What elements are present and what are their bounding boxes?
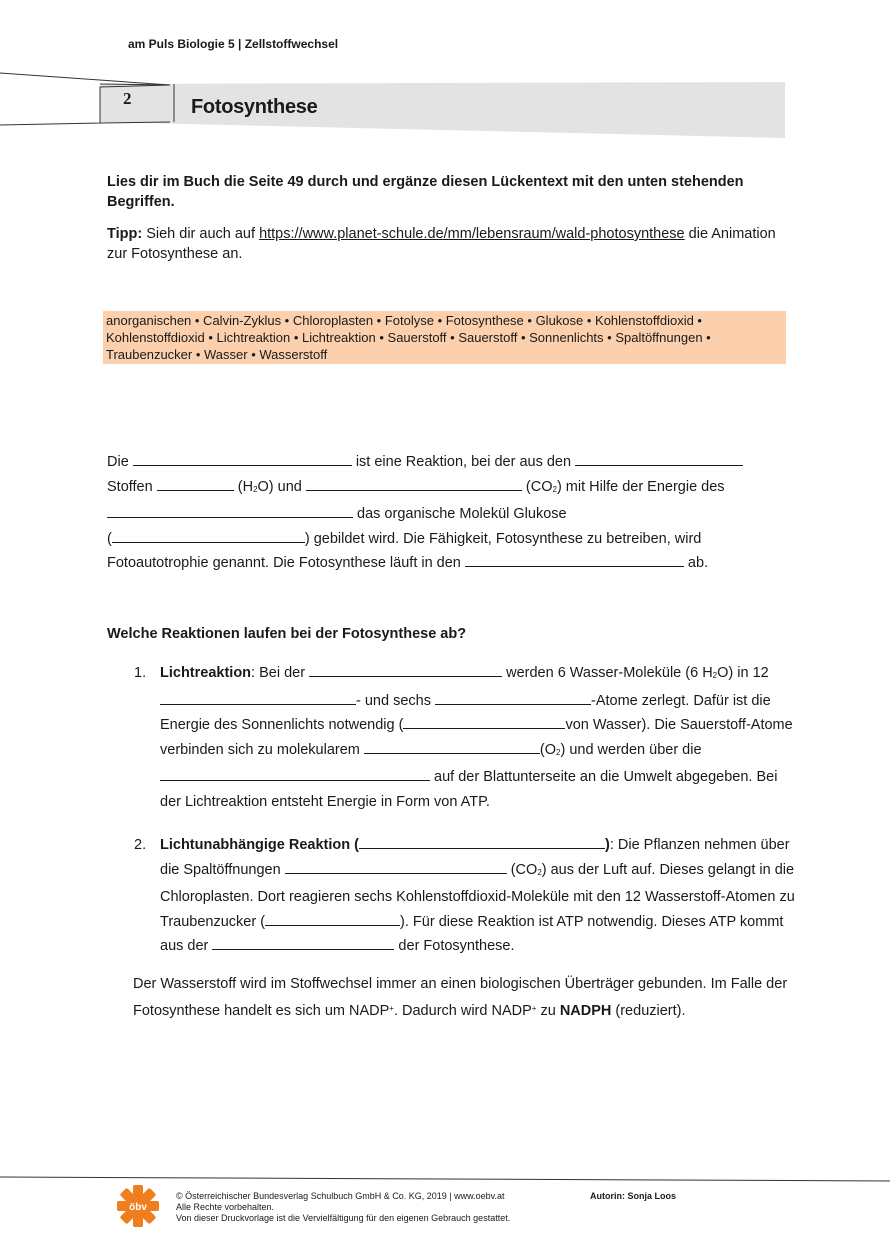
footer-copyright: © Österreichischer Bundesverlag Schulbuch GmbH & Co. KG, 2019 | www.oebv.at Alle Rechte vorbehalten. Von dieser Druckvorlage ist die Vervielfältigung für den eigenen Gebrauch gestattet. xyxy=(176,1191,511,1223)
footer-author: Autorin: Sonja Loos xyxy=(590,1191,676,1201)
oebv-logo xyxy=(117,1185,159,1227)
word-bank: anorganischen • Calvin-Zyklus • Chloroplasten • Fotolyse • Fotosynthese • Glukose • Kohlenstoffdioxid • Kohlenstoffdioxid • Lichtreaktion • Lichtreaktion • Sauerstoff • Sauerstoff • Sonnenlichts • Spaltöffnungen • Traubenzucker • Wasser • Wasserstoff xyxy=(103,311,786,364)
item-number: 1. xyxy=(134,665,147,681)
answer-blank[interactable] xyxy=(435,690,591,705)
answer-blank[interactable] xyxy=(575,451,743,466)
answer-blank[interactable] xyxy=(107,503,353,518)
tipp-paragraph xyxy=(107,224,787,264)
answer-blank[interactable] xyxy=(359,834,605,849)
tipp-text: Sieh dir auch auf xyxy=(142,226,260,242)
chapter-number: 2 xyxy=(123,89,132,108)
list-item-lichtreaktion: 1. Lichtreaktion: Bei der werden 6 Wasser-Moleküle (6 $H_2O$) in 12 - und sechs -Atome zerlegt. Dafür ist die Energie des Sonnenlichts notwendig ( von Wasser). Die Sauerstoff-Atome verbinden sich zu molekularem $(O_2)$ und werden über die auf der Blattunterseite an die Umwelt abgegeben. Bei der Lichtreaktion entsteht Energie in Form von ATP. xyxy=(160,661,800,815)
intro-instruction: Lies dir im Buch die Seite 49 durch und ergänze diesen Lückentext mit den unten stehenden Begriffen. xyxy=(107,174,744,210)
series-title: am Puls Biologie 5 | Zellstoffwechsel xyxy=(128,37,339,51)
answer-blank[interactable] xyxy=(212,935,394,950)
item-number: 2. xyxy=(134,837,147,853)
answer-blank[interactable] xyxy=(364,739,540,754)
answer-blank[interactable] xyxy=(160,766,430,781)
closing-paragraph: Der Wasserstoff wird im Stoffwechsel immer an einen biologischen Überträger gebunden. Im Falle der Fotosynthese handelt es sich um NADP+. Dadurch wird NADP+ zu NADPH (reduziert). xyxy=(133,976,788,1019)
title-band xyxy=(0,70,890,140)
answer-blank[interactable] xyxy=(403,714,565,729)
tipp-text-end: die Animation zur Fotosynthese an. xyxy=(107,226,776,262)
answer-blank[interactable] xyxy=(265,911,400,926)
answer-blank[interactable] xyxy=(157,476,234,491)
planet-schule-link[interactable]: https://www.planet-schule.de/mm/lebensraum/wald-photosynthese xyxy=(259,226,685,242)
page-title: Fotosynthese xyxy=(191,96,318,118)
question-heading: Welche Reaktionen laufen bei der Fotosynthese ab? xyxy=(107,626,467,642)
oebv-logo-mark xyxy=(117,1185,159,1227)
cloze-paragraph: Die ist eine Reaktion, bei der aus den Stoffen $(H_2O)$ und $(CO_2)$ mit Hilfe der Energie des das organische Molekül Glukose ( ) gebildet wird. Die Fähigkeit, Fotosynthese zu betreiben, wird Fotoautotrophie genannt. Die Fotosynthese läuft in den ab. xyxy=(107,450,797,576)
answer-blank[interactable] xyxy=(112,528,305,543)
answer-blank[interactable] xyxy=(465,552,684,567)
logo-text: öbv xyxy=(129,1202,147,1213)
answer-blank[interactable] xyxy=(306,476,522,491)
tipp-label: Tipp: xyxy=(107,226,143,242)
answer-blank[interactable] xyxy=(309,662,502,677)
list-item-lichtunabhaengige-reaktion: 2. Lichtunabhängige Reaktion ( ): Die Pflanzen nehmen über die Spaltöffnungen $(CO_2)$ aus der Luft auf. Dieses gelangt in die Chloroplasten. Dort reagieren sechs Kohlenstoffdioxid-Moleküle mit den 12 Wasserstoff-Atomen zu Traubenzucker ( ). Für diese Reaktion ist ATP notwendig. Dieses ATP kommt aus der der Fotosynthese. xyxy=(160,833,800,959)
answer-blank[interactable] xyxy=(285,859,507,874)
answer-blank[interactable] xyxy=(133,451,352,466)
answer-blank[interactable] xyxy=(160,690,356,705)
